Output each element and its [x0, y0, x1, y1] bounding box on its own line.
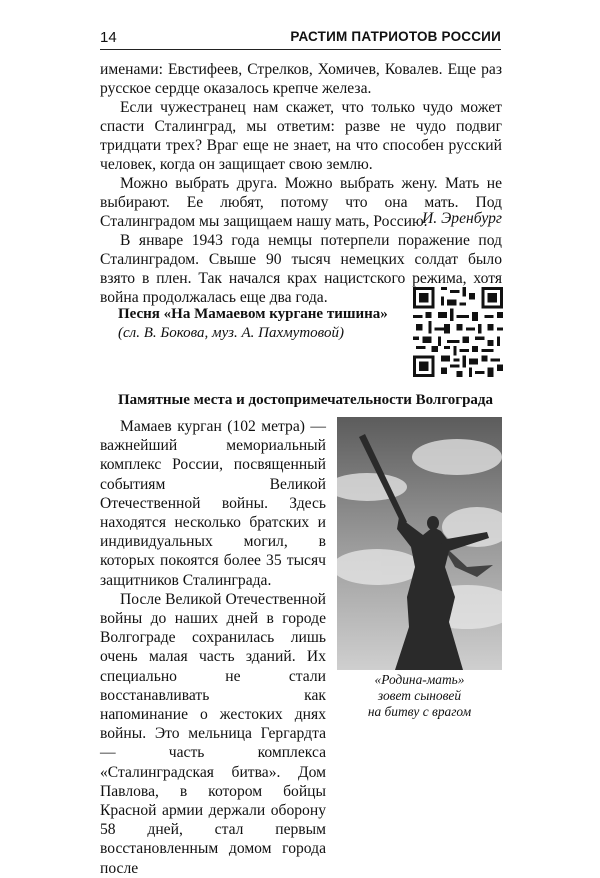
caption-line-3: на битву с врагом [367, 704, 472, 719]
song-title: Песня «На Мамаевом кургане тишина» [118, 306, 388, 322]
column-paragraph-2: После Великой Отечественной войны до наших дней в городе Волгограде сохранилась лишь очень малая часть зданий. Их специально не стали восстанавливать как напоминание о жестоких днях войны. Это мельница Гергардта — часть комплекса «Сталинградская битва». Дом Павлова, в котором бойцы Красной армии держали оборону 58 дней, стал первым восстановленным домом города после [100, 590, 326, 877]
ehrenburg-quote [100, 60, 502, 231]
paragraph-1: именами: Евстифеев, Стрелков, Хомичев, Ковалев. Еще раз русское сердце оказалось крепче железа. [100, 61, 502, 97]
caption-line-1: «Родина-мать» [374, 672, 465, 687]
page-number: 14 [100, 29, 117, 46]
running-title: РАСТИМ ПАТРИОТОВ РОССИИ [290, 29, 501, 44]
section-heading: Памятные места и достопримечательности Волгограда [118, 392, 493, 408]
header-rule [100, 49, 501, 50]
page-header [100, 27, 501, 49]
photo-caption [337, 672, 502, 720]
text-column [100, 417, 326, 878]
paragraph-4: В январе 1943 года немцы потерпели поражение под Сталинградом. Свыше 90 тысяч немецких солдат было взято в плен. Так начался крах нацистского режима, хотя война продолжалась еще два года. [100, 232, 502, 306]
caption-line-2: зовет сыновей [377, 688, 462, 703]
column-paragraph-1: Мамаев курган (102 метра) — важнейший мемориальный комплекс России, посвященный событиям Великой Отечественной войны. Здесь находятся несколько братских и индивидуальных могил, в которых покоятся более 35 тысяч защитников Сталинграда. [100, 418, 326, 589]
song-reference [118, 305, 408, 343]
qr-code[interactable] [413, 287, 503, 377]
song-credits: (сл. В. Бокова, муз. А. Пахмутовой) [118, 325, 344, 341]
paragraph-3: Можно выбрать друга. Можно выбрать жену. Мать не выбирают. Ее любят, потому что она мать. Под Сталинградом мы защищаем нашу мать, Россию. [100, 175, 502, 230]
paragraph-2: Если чужестранец нам скажет, что только чудо может спасти Сталинград, мы ответим: разве не чудо подвиг тридцати трех? Враг еще не знает, на что способен русский человек, когда он защищает свою землю. [100, 99, 502, 173]
quote-signature: И. Эренбург [422, 210, 502, 227]
motherland-statue-photo [337, 417, 502, 670]
